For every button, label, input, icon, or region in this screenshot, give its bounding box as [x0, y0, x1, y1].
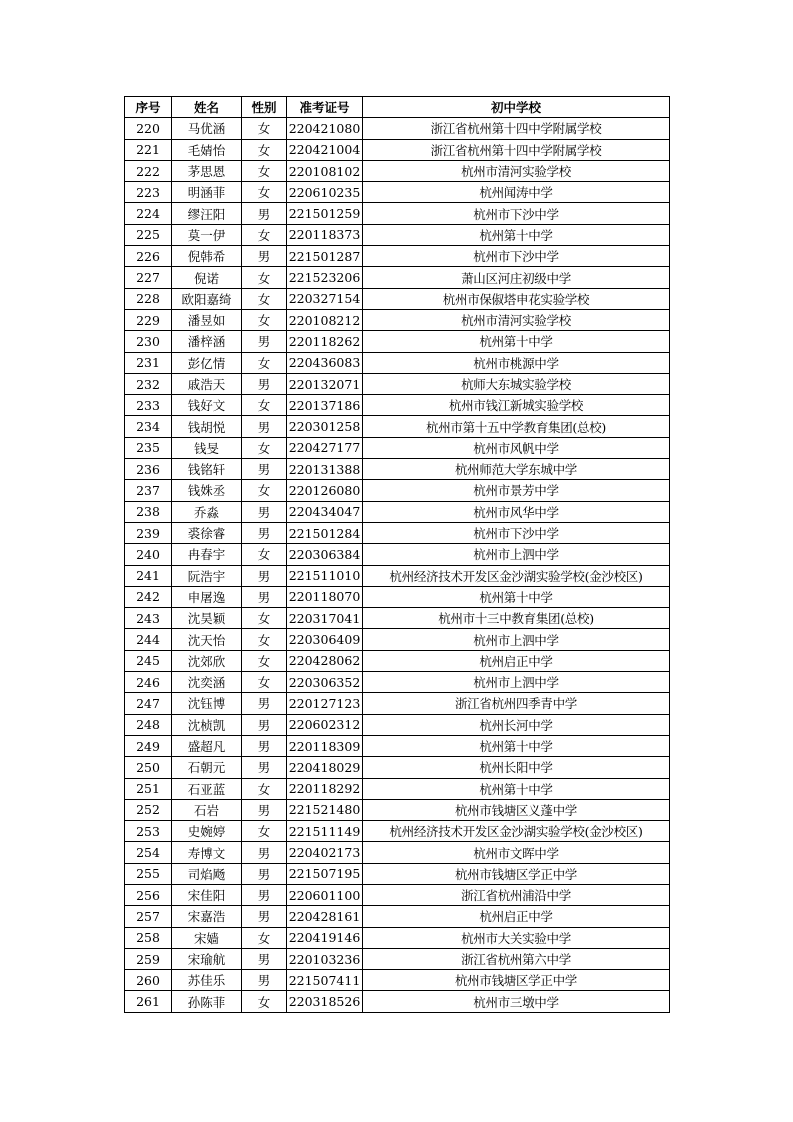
- name-cell: 石亚蓝: [172, 778, 242, 799]
- gender-cell: 女: [242, 309, 287, 330]
- index-cell: 227: [125, 267, 172, 288]
- school-cell: 萧山区河庄初级中学: [363, 267, 670, 288]
- exam-id-cell: 220131388: [287, 459, 363, 480]
- index-cell: 244: [125, 629, 172, 650]
- name-cell: 申屠逸: [172, 586, 242, 607]
- gender-cell: 女: [242, 395, 287, 416]
- index-cell: 251: [125, 778, 172, 799]
- exam-id-cell: 220126080: [287, 480, 363, 501]
- table-row: [125, 927, 670, 948]
- index-cell: 259: [125, 948, 172, 969]
- gender-cell: 男: [242, 884, 287, 905]
- index-cell: 238: [125, 501, 172, 522]
- gender-cell: 女: [242, 544, 287, 565]
- index-cell: 225: [125, 224, 172, 245]
- name-cell: 阮浩宇: [172, 565, 242, 586]
- index-cell: 228: [125, 288, 172, 309]
- exam-id-cell: 220419146: [287, 927, 363, 948]
- index-cell: 224: [125, 203, 172, 224]
- name-cell: 欧阳嘉绮: [172, 288, 242, 309]
- table-row: [125, 650, 670, 671]
- gender-cell: 男: [242, 565, 287, 586]
- exam-id-cell: 220428161: [287, 906, 363, 927]
- name-cell: 盛超凡: [172, 735, 242, 756]
- school-cell: 杭州市三墩中学: [363, 991, 670, 1012]
- table-row: [125, 821, 670, 842]
- school-cell: 杭师大东城实验学校: [363, 373, 670, 394]
- table-row: [125, 565, 670, 586]
- school-cell: 杭州第十中学: [363, 331, 670, 352]
- table-row: [125, 970, 670, 991]
- gender-cell: 女: [242, 139, 287, 160]
- exam-id-cell: 221521480: [287, 799, 363, 820]
- school-cell: 杭州市上泗中学: [363, 672, 670, 693]
- school-cell: 杭州闻涛中学: [363, 182, 670, 203]
- name-cell: 潘梓涵: [172, 331, 242, 352]
- gender-cell: 女: [242, 629, 287, 650]
- gender-cell: 男: [242, 842, 287, 863]
- exam-id-cell: 220118070: [287, 586, 363, 607]
- name-cell: 孙陈菲: [172, 991, 242, 1012]
- index-cell: 261: [125, 991, 172, 1012]
- table-row: [125, 480, 670, 501]
- table-row: [125, 501, 670, 522]
- school-cell: 杭州市下沙中学: [363, 522, 670, 543]
- school-cell: 杭州市保俶塔申花实验学校: [363, 288, 670, 309]
- index-cell: 235: [125, 437, 172, 458]
- exam-id-cell: 220301258: [287, 416, 363, 437]
- exam-id-cell: 220601100: [287, 884, 363, 905]
- exam-id-cell: 220602312: [287, 714, 363, 735]
- school-cell: 杭州市上泗中学: [363, 544, 670, 565]
- exam-id-cell: 220428062: [287, 650, 363, 671]
- exam-id-cell: 221501259: [287, 203, 363, 224]
- school-cell: 杭州市钱塘区义蓬中学: [363, 799, 670, 820]
- gender-cell: 男: [242, 970, 287, 991]
- gender-cell: 男: [242, 586, 287, 607]
- gender-cell: 女: [242, 991, 287, 1012]
- gender-cell: 女: [242, 182, 287, 203]
- gender-cell: 男: [242, 757, 287, 778]
- school-cell: 杭州市文晖中学: [363, 842, 670, 863]
- index-cell: 223: [125, 182, 172, 203]
- name-cell: 毛婧怡: [172, 139, 242, 160]
- index-cell: 226: [125, 246, 172, 267]
- table-row: [125, 906, 670, 927]
- name-cell: 马优涵: [172, 118, 242, 139]
- table-row: [125, 373, 670, 394]
- exam-id-cell: 220127123: [287, 693, 363, 714]
- index-cell: 256: [125, 884, 172, 905]
- exam-id-cell: 221523206: [287, 267, 363, 288]
- exam-id-cell: 220327154: [287, 288, 363, 309]
- table-row: [125, 459, 670, 480]
- gender-cell: 男: [242, 948, 287, 969]
- exam-id-cell: 220427177: [287, 437, 363, 458]
- gender-cell: 女: [242, 778, 287, 799]
- table-row: [125, 522, 670, 543]
- exam-id-cell: 220118262: [287, 331, 363, 352]
- name-cell: 石岩: [172, 799, 242, 820]
- gender-cell: 女: [242, 288, 287, 309]
- school-cell: 杭州经济技术开发区金沙湖实验学校(金沙校区): [363, 821, 670, 842]
- index-cell: 260: [125, 970, 172, 991]
- gender-cell: 女: [242, 118, 287, 139]
- index-cell: 234: [125, 416, 172, 437]
- table-row: [125, 182, 670, 203]
- table-row: [125, 863, 670, 884]
- gender-cell: 女: [242, 352, 287, 373]
- header-name: 姓名: [172, 97, 242, 118]
- name-cell: 沈桢凯: [172, 714, 242, 735]
- index-cell: 253: [125, 821, 172, 842]
- header-gender: 性别: [242, 97, 287, 118]
- school-cell: 杭州第十中学: [363, 224, 670, 245]
- name-cell: 倪诺: [172, 267, 242, 288]
- table-row: [125, 672, 670, 693]
- table-row: [125, 735, 670, 756]
- name-cell: 宋嘉浩: [172, 906, 242, 927]
- exam-id-cell: 220306384: [287, 544, 363, 565]
- exam-id-cell: 221507411: [287, 970, 363, 991]
- index-cell: 237: [125, 480, 172, 501]
- table-row: [125, 309, 670, 330]
- index-cell: 230: [125, 331, 172, 352]
- name-cell: 沈钰博: [172, 693, 242, 714]
- gender-cell: 女: [242, 608, 287, 629]
- school-cell: 杭州市上泗中学: [363, 629, 670, 650]
- header-exam-id: 准考证号: [287, 97, 363, 118]
- gender-cell: 男: [242, 373, 287, 394]
- name-cell: 彭亿情: [172, 352, 242, 373]
- gender-cell: 男: [242, 693, 287, 714]
- table-row: [125, 331, 670, 352]
- name-cell: 钱姝丞: [172, 480, 242, 501]
- name-cell: 司焰飏: [172, 863, 242, 884]
- gender-cell: 男: [242, 501, 287, 522]
- gender-cell: 女: [242, 160, 287, 181]
- table-row: [125, 288, 670, 309]
- exam-id-cell: 220318526: [287, 991, 363, 1012]
- index-cell: 222: [125, 160, 172, 181]
- gender-cell: 女: [242, 267, 287, 288]
- name-cell: 宋嫱: [172, 927, 242, 948]
- table-row: [125, 629, 670, 650]
- name-cell: 钱好文: [172, 395, 242, 416]
- table-row: [125, 544, 670, 565]
- exam-id-cell: 220118309: [287, 735, 363, 756]
- name-cell: 钱旻: [172, 437, 242, 458]
- school-cell: 杭州市清河实验学校: [363, 160, 670, 181]
- gender-cell: 男: [242, 246, 287, 267]
- index-cell: 258: [125, 927, 172, 948]
- school-cell: 杭州市桃源中学: [363, 352, 670, 373]
- exam-id-cell: 221511010: [287, 565, 363, 586]
- school-cell: 浙江省杭州第六中学: [363, 948, 670, 969]
- exam-id-cell: 220610235: [287, 182, 363, 203]
- index-cell: 243: [125, 608, 172, 629]
- school-cell: 杭州师范大学东城中学: [363, 459, 670, 480]
- gender-cell: 女: [242, 821, 287, 842]
- table-row: [125, 799, 670, 820]
- admission-roster-table: [124, 96, 670, 1013]
- exam-id-cell: 221511149: [287, 821, 363, 842]
- exam-id-cell: 220306409: [287, 629, 363, 650]
- table-row: [125, 991, 670, 1012]
- exam-id-cell: 221507195: [287, 863, 363, 884]
- name-cell: 裘徐睿: [172, 522, 242, 543]
- table-row: [125, 842, 670, 863]
- name-cell: 沈昊颖: [172, 608, 242, 629]
- exam-id-cell: 220421080: [287, 118, 363, 139]
- gender-cell: 男: [242, 331, 287, 352]
- index-cell: 231: [125, 352, 172, 373]
- exam-id-cell: 220118292: [287, 778, 363, 799]
- gender-cell: 男: [242, 522, 287, 543]
- exam-id-cell: 220137186: [287, 395, 363, 416]
- table-row: [125, 224, 670, 245]
- school-cell: 杭州长河中学: [363, 714, 670, 735]
- school-cell: 杭州市钱塘区学正中学: [363, 863, 670, 884]
- school-cell: 杭州启正中学: [363, 906, 670, 927]
- table-row: [125, 416, 670, 437]
- index-cell: 247: [125, 693, 172, 714]
- name-cell: 冉春宇: [172, 544, 242, 565]
- school-cell: 浙江省杭州浦沿中学: [363, 884, 670, 905]
- table-row: [125, 884, 670, 905]
- gender-cell: 女: [242, 437, 287, 458]
- index-cell: 229: [125, 309, 172, 330]
- header-school: 初中学校: [363, 97, 670, 118]
- table-row: [125, 437, 670, 458]
- table-row: [125, 757, 670, 778]
- school-cell: 浙江省杭州第十四中学附属学校: [363, 118, 670, 139]
- school-cell: 杭州第十中学: [363, 778, 670, 799]
- index-cell: 240: [125, 544, 172, 565]
- table-row: [125, 586, 670, 607]
- school-cell: 杭州第十中学: [363, 735, 670, 756]
- name-cell: 莫一伊: [172, 224, 242, 245]
- exam-id-cell: 220418029: [287, 757, 363, 778]
- table-row: [125, 118, 670, 139]
- table-row: [125, 267, 670, 288]
- index-cell: 239: [125, 522, 172, 543]
- index-cell: 249: [125, 735, 172, 756]
- index-cell: 255: [125, 863, 172, 884]
- header-row: [125, 97, 670, 118]
- school-cell: 杭州市风帆中学: [363, 437, 670, 458]
- school-cell: 杭州市钱江新城实验学校: [363, 395, 670, 416]
- index-cell: 246: [125, 672, 172, 693]
- table-body: [125, 118, 670, 1012]
- name-cell: 钱铭轩: [172, 459, 242, 480]
- name-cell: 宋瑜航: [172, 948, 242, 969]
- index-cell: 233: [125, 395, 172, 416]
- exam-id-cell: 220108102: [287, 160, 363, 181]
- school-cell: 杭州市景芳中学: [363, 480, 670, 501]
- name-cell: 寿博文: [172, 842, 242, 863]
- school-cell: 杭州经济技术开发区金沙湖实验学校(金沙校区): [363, 565, 670, 586]
- name-cell: 茅思恩: [172, 160, 242, 181]
- school-cell: 杭州市钱塘区学正中学: [363, 970, 670, 991]
- table-row: [125, 608, 670, 629]
- school-cell: 杭州市下沙中学: [363, 246, 670, 267]
- index-cell: 257: [125, 906, 172, 927]
- school-cell: 杭州市十三中教育集团(总校): [363, 608, 670, 629]
- exam-id-cell: 220317041: [287, 608, 363, 629]
- gender-cell: 男: [242, 906, 287, 927]
- table-row: [125, 203, 670, 224]
- gender-cell: 男: [242, 203, 287, 224]
- name-cell: 史婉婷: [172, 821, 242, 842]
- name-cell: 潘昱如: [172, 309, 242, 330]
- index-cell: 236: [125, 459, 172, 480]
- name-cell: 宋佳阳: [172, 884, 242, 905]
- gender-cell: 女: [242, 927, 287, 948]
- gender-cell: 男: [242, 735, 287, 756]
- table-row: [125, 778, 670, 799]
- name-cell: 明涵菲: [172, 182, 242, 203]
- table-row: [125, 352, 670, 373]
- school-cell: 杭州市风华中学: [363, 501, 670, 522]
- school-cell: 浙江省杭州第十四中学附属学校: [363, 139, 670, 160]
- name-cell: 沈天怡: [172, 629, 242, 650]
- name-cell: 石朝元: [172, 757, 242, 778]
- index-cell: 250: [125, 757, 172, 778]
- exam-id-cell: 220436083: [287, 352, 363, 373]
- school-cell: 杭州启正中学: [363, 650, 670, 671]
- name-cell: 倪韩希: [172, 246, 242, 267]
- gender-cell: 女: [242, 480, 287, 501]
- table-row: [125, 139, 670, 160]
- gender-cell: 男: [242, 416, 287, 437]
- school-cell: 杭州市第十五中学教育集团(总校): [363, 416, 670, 437]
- school-cell: 杭州长阳中学: [363, 757, 670, 778]
- gender-cell: 女: [242, 650, 287, 671]
- name-cell: 沈奕涵: [172, 672, 242, 693]
- table-row: [125, 395, 670, 416]
- table-row: [125, 246, 670, 267]
- exam-id-cell: 220306352: [287, 672, 363, 693]
- index-cell: 245: [125, 650, 172, 671]
- index-cell: 248: [125, 714, 172, 735]
- exam-id-cell: 220132071: [287, 373, 363, 394]
- gender-cell: 男: [242, 799, 287, 820]
- school-cell: 杭州市清河实验学校: [363, 309, 670, 330]
- index-cell: 221: [125, 139, 172, 160]
- name-cell: 钱胡悦: [172, 416, 242, 437]
- name-cell: 沈郊欣: [172, 650, 242, 671]
- table-row: [125, 693, 670, 714]
- exam-id-cell: 221501284: [287, 522, 363, 543]
- exam-id-cell: 220103236: [287, 948, 363, 969]
- exam-id-cell: 220434047: [287, 501, 363, 522]
- gender-cell: 女: [242, 224, 287, 245]
- index-cell: 254: [125, 842, 172, 863]
- table-row: [125, 948, 670, 969]
- gender-cell: 女: [242, 672, 287, 693]
- name-cell: 苏佳乐: [172, 970, 242, 991]
- name-cell: 戚浩天: [172, 373, 242, 394]
- table-row: [125, 714, 670, 735]
- table-row: [125, 160, 670, 181]
- gender-cell: 男: [242, 459, 287, 480]
- name-cell: 乔淼: [172, 501, 242, 522]
- school-cell: 杭州第十中学: [363, 586, 670, 607]
- school-cell: 杭州市大关实验中学: [363, 927, 670, 948]
- school-cell: 杭州市下沙中学: [363, 203, 670, 224]
- exam-id-cell: 220108212: [287, 309, 363, 330]
- index-cell: 220: [125, 118, 172, 139]
- index-cell: 232: [125, 373, 172, 394]
- gender-cell: 男: [242, 863, 287, 884]
- index-cell: 241: [125, 565, 172, 586]
- index-cell: 252: [125, 799, 172, 820]
- name-cell: 缪汪阳: [172, 203, 242, 224]
- exam-id-cell: 220402173: [287, 842, 363, 863]
- header-index: 序号: [125, 97, 172, 118]
- school-cell: 浙江省杭州四季青中学: [363, 693, 670, 714]
- index-cell: 242: [125, 586, 172, 607]
- exam-id-cell: 221501287: [287, 246, 363, 267]
- gender-cell: 男: [242, 714, 287, 735]
- exam-id-cell: 220421004: [287, 139, 363, 160]
- exam-id-cell: 220118373: [287, 224, 363, 245]
